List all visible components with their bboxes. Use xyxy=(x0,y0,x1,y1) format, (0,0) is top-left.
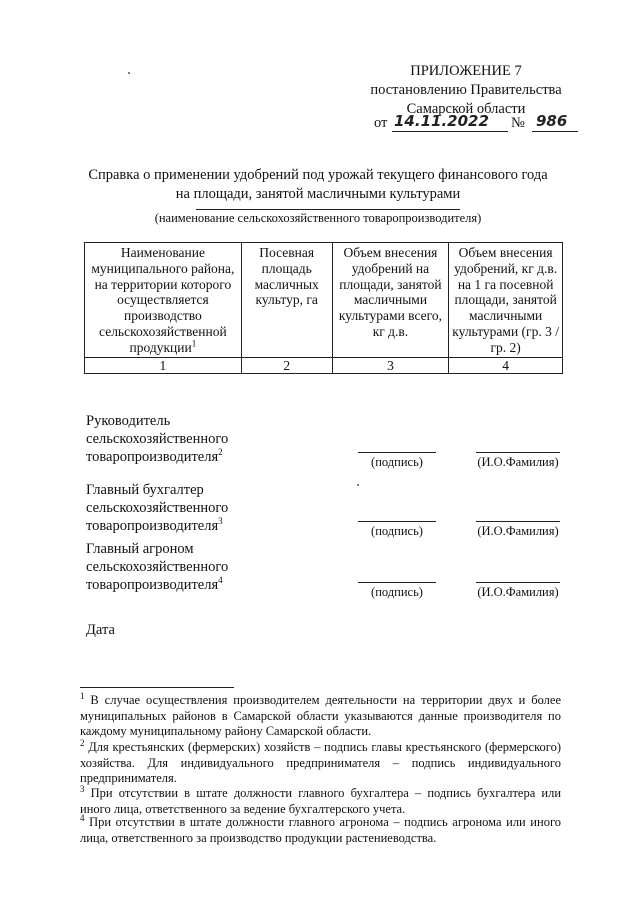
document-title-line1: Справка о применении удобрений под урожай текущего финансового года xyxy=(88,167,548,183)
footnote-3: $^3$ При отсутствии в штате должности главного бухгалтера – подпись бухгалтера или иного лица, ответственного за ведение бухгалтерского учета. xyxy=(80,783,562,816)
signature-caption: (подпись) xyxy=(371,524,423,538)
table-header-cell: Объем внесения удобрений на площади, занятой масличными культурами всего, кг д.в. xyxy=(332,243,449,358)
handwritten-date: 14.11.2022 xyxy=(394,112,489,130)
table-header-cell: Объем внесения удобрений, кг д.в. на 1 га посевной площади, занятой масличными культурами (гр. 3 / гр. 2) xyxy=(449,243,563,358)
fertilizer-table xyxy=(84,242,563,374)
column-number-cell: 3 xyxy=(332,357,449,373)
name-caption: (И.О.Фамилия) xyxy=(477,455,559,469)
number-underline xyxy=(532,131,578,132)
name-caption: (И.О.Фамилия) xyxy=(477,585,559,599)
table-header-cell: Наименование муниципального района, на территории которого осуществляется производство сельскохозяйственной продукции$^1$ xyxy=(85,243,242,358)
appendix-header xyxy=(356,62,576,119)
footnote-1: $^1$ В случае осуществления производителем деятельности на территории двух и более муниципальных районов в Самарской области указываются данные производителя по каждому муниципальному району Самарской области. xyxy=(80,690,562,738)
appendix-region: Самарской области xyxy=(406,101,526,117)
column-number-cell: 4 xyxy=(449,357,563,373)
document-title-line2: на площади, занятой масличными культурами xyxy=(175,186,461,202)
scan-speck xyxy=(128,72,130,74)
appendix-title: ПРИЛОЖЕНИЕ 7 xyxy=(410,63,522,79)
signature-caption: (подпись) xyxy=(371,585,423,599)
footnote-2: $^2$ Для крестьянских (фермерских) хозяйств – подпись главы крестьянского (фермерского) хозяйства. Для индивидуального предпринимателя – подпись индивидуального предпринимателя. xyxy=(80,737,561,785)
producer-name-caption: (наименование сельскохозяйственного товаропроизводителя) xyxy=(154,211,482,225)
table-header-cell: Посевная площадь масличных культур, га xyxy=(241,243,332,358)
column-number-row xyxy=(85,357,563,373)
signature-line xyxy=(358,521,436,522)
name-line xyxy=(476,582,560,583)
name-caption: (И.О.Фамилия) xyxy=(477,524,559,538)
footnote-ref: 3 xyxy=(218,516,223,527)
footnote-ref: 1 xyxy=(191,338,197,349)
signature-caption: (подпись) xyxy=(371,455,423,469)
appendix-resolution: постановлению Правительства xyxy=(370,82,562,98)
date-label: Дата xyxy=(86,622,115,638)
signature-block-director: Руководитель сельскохозяйственного товаропроизводителя$^2$ xyxy=(86,413,229,465)
footnote-4: $^4$ При отсутствии в штате должности главного агронома – подпись агронома или иного лица, ответственного за производство продукции растениеводства. xyxy=(80,812,562,845)
footnote-separator xyxy=(80,687,234,688)
column-number-cell: 1 xyxy=(85,357,242,373)
signature-line xyxy=(358,582,436,583)
name-line xyxy=(476,521,560,522)
scan-speck xyxy=(357,484,359,486)
footnote-ref: 4 xyxy=(218,575,223,586)
producer-name-line xyxy=(196,209,460,210)
number-prefix: № xyxy=(511,115,525,131)
table-header-row xyxy=(85,243,563,358)
column-number-cell: 2 xyxy=(241,357,332,373)
date-underline xyxy=(392,131,508,132)
signature-block-agronomist: Главный агроном сельскохозяйственного товаропроизводителя$^4$ xyxy=(86,541,229,593)
resolution-date-row xyxy=(374,112,584,134)
date-prefix: от xyxy=(374,115,388,131)
footnote-ref: 2 xyxy=(218,447,223,458)
name-line xyxy=(476,452,560,453)
signature-block-accountant: Главный бухгалтер сельскохозяйственного товаропроизводителя$^3$ xyxy=(86,482,229,534)
handwritten-number: 986 xyxy=(536,112,568,130)
signature-line xyxy=(358,452,436,453)
